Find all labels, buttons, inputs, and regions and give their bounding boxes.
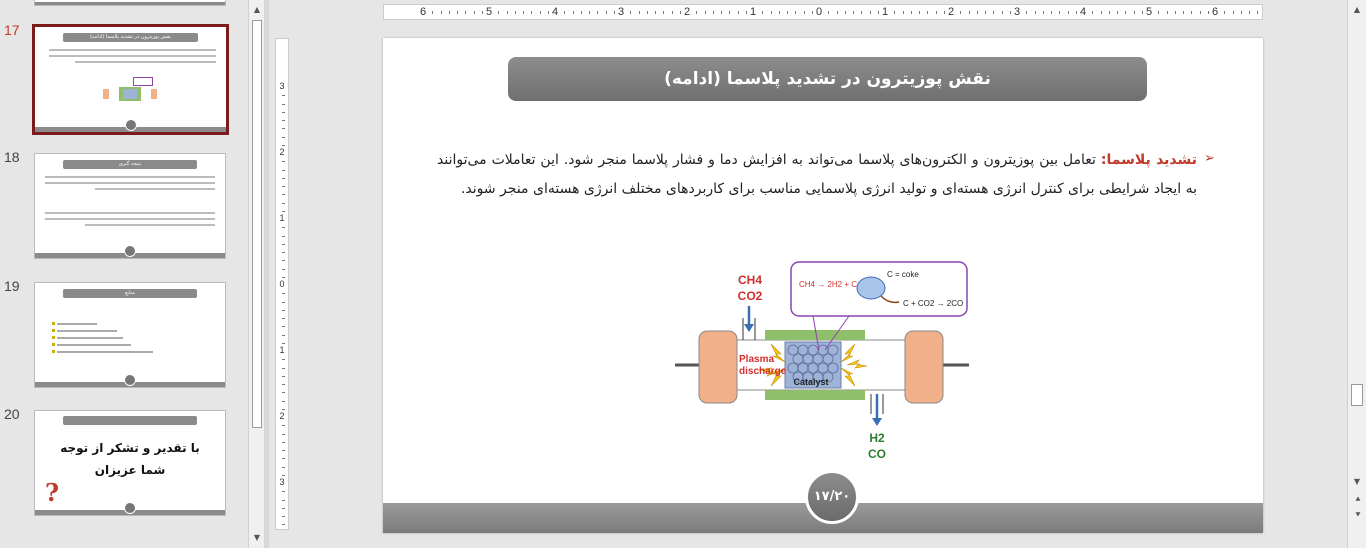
- ruler-label: 1: [882, 6, 889, 18]
- end-cap-left: [699, 331, 737, 403]
- ruler-label: 2: [948, 6, 955, 18]
- slide-title[interactable]: نقش پوزیترون در تشدید پلاسما (ادامه): [508, 57, 1147, 101]
- slide-thumbnail-pane[interactable]: [0, 0, 248, 548]
- slide-editor: [269, 0, 1347, 548]
- next-slide-icon[interactable]: ⯆: [1354, 511, 1362, 521]
- thumbnail-link: [57, 351, 153, 353]
- ruler-label: 5: [1146, 6, 1153, 18]
- scroll-down-icon[interactable]: ▼: [1353, 477, 1361, 486]
- question-mark-icon: ?: [45, 478, 60, 507]
- ruler-label: 2: [279, 147, 285, 157]
- thumbnail-number: 17: [4, 22, 20, 38]
- slide-page-number: ۱۷/۲۰: [805, 470, 859, 524]
- thumbnail-link: [57, 344, 131, 346]
- slide-thumbnail-20[interactable]: [34, 410, 226, 516]
- ruler-label: 5: [486, 6, 493, 18]
- thumbnail-number: 20: [4, 406, 20, 422]
- ruler-label: 1: [279, 213, 285, 223]
- end-cap-right: [905, 331, 943, 403]
- arrow-bullet-icon: ➢: [1204, 151, 1215, 166]
- thumbnail-scrollbar[interactable]: [248, 0, 264, 548]
- ruler-label: 3: [279, 81, 285, 91]
- electrode-top: [765, 330, 865, 340]
- previous-slide-icon[interactable]: ⯅: [1354, 495, 1362, 505]
- electrode-bottom: [765, 390, 865, 400]
- scrollbar-thumb[interactable]: [1351, 384, 1363, 406]
- thumbnail-number: 19: [4, 278, 20, 294]
- ruler-label: 1: [750, 6, 757, 18]
- slide-canvas[interactable]: [383, 38, 1263, 533]
- plasma-label-2: discharge: [739, 366, 787, 377]
- ruler-label: 4: [552, 6, 559, 18]
- input-gas-1: CH4: [737, 273, 763, 287]
- output-gas-2: CO: [868, 447, 886, 461]
- ruler-label: 6: [1212, 6, 1219, 18]
- thumbnail-diagram: [103, 77, 157, 107]
- thumbnail-number: 18: [4, 149, 20, 165]
- output-gas-1: H2: [869, 431, 885, 445]
- reaction-2: C + CO2 → 2CO: [903, 299, 964, 308]
- thumbnail-link: [57, 330, 117, 332]
- vertical-ruler: [275, 38, 289, 530]
- slide-thumbnail-16-partial[interactable]: [34, 0, 226, 6]
- ruler-label: 0: [816, 6, 823, 18]
- input-gas-2: CO2: [737, 289, 763, 303]
- ruler-label: 2: [279, 411, 285, 421]
- ruler-label: 1: [279, 345, 285, 355]
- slide-thumbnail-18[interactable]: [34, 153, 226, 259]
- scroll-down-icon[interactable]: ▼: [253, 533, 261, 542]
- plasma-reactor-diagram: [673, 258, 973, 468]
- ruler-label: 3: [1014, 6, 1021, 18]
- slide-thumbnail-17[interactable]: [32, 24, 229, 135]
- slide-term: تشدید پلاسما:: [1100, 152, 1198, 168]
- thumbnail-title: نقش پوزیترون در تشدید پلاسما (ادامه): [63, 33, 198, 42]
- plasma-label-1: Plasma: [739, 354, 775, 365]
- slide-thumbnail-19[interactable]: [34, 282, 226, 388]
- ruler-label: 6: [420, 6, 427, 18]
- slide-body-content: تعامل بین پوزیترون و الکترون‌های پلاسما می‌تواند به افزایش دما و فشار پلاسما منجر شود. این تعاملات می‌توانند به ایجاد شرایطی برای کنترل انرژی هسته‌ای و تولید انرژی پلاسمایی مناسب برای کاربردهای مختلف انرژی هسته‌ای منجر شوند.: [437, 152, 1197, 197]
- ruler-label: 4: [1080, 6, 1087, 18]
- slide-body-text[interactable]: [437, 146, 1197, 204]
- thumbnail-title: منابع: [63, 289, 197, 298]
- coke-particle: [857, 277, 885, 299]
- ruler-label: 3: [618, 6, 625, 18]
- scrollbar-thumb[interactable]: [252, 20, 262, 428]
- ruler-label: 0: [279, 279, 285, 289]
- ruler-label: 2: [684, 6, 691, 18]
- editor-scrollbar[interactable]: [1347, 0, 1366, 548]
- thumbnail-thanks-text: با تقدیر و تشکر از توجه شما عزیزان: [60, 441, 200, 477]
- thumbnail-link: [57, 323, 97, 325]
- scroll-up-icon[interactable]: ▲: [1353, 5, 1361, 14]
- reaction-1: CH4 → 2H2 + C: [799, 280, 858, 289]
- ruler-label: 3: [279, 477, 285, 487]
- catalyst-label: Catalyst: [793, 377, 829, 387]
- scroll-up-icon[interactable]: ▲: [253, 5, 261, 14]
- horizontal-ruler: [383, 4, 1263, 20]
- reaction-coke: C = coke: [887, 270, 919, 279]
- thumbnail-title: نتیجه گیری: [63, 160, 197, 169]
- thumbnail-title-bar: [63, 416, 197, 425]
- thumbnail-link: [57, 337, 123, 339]
